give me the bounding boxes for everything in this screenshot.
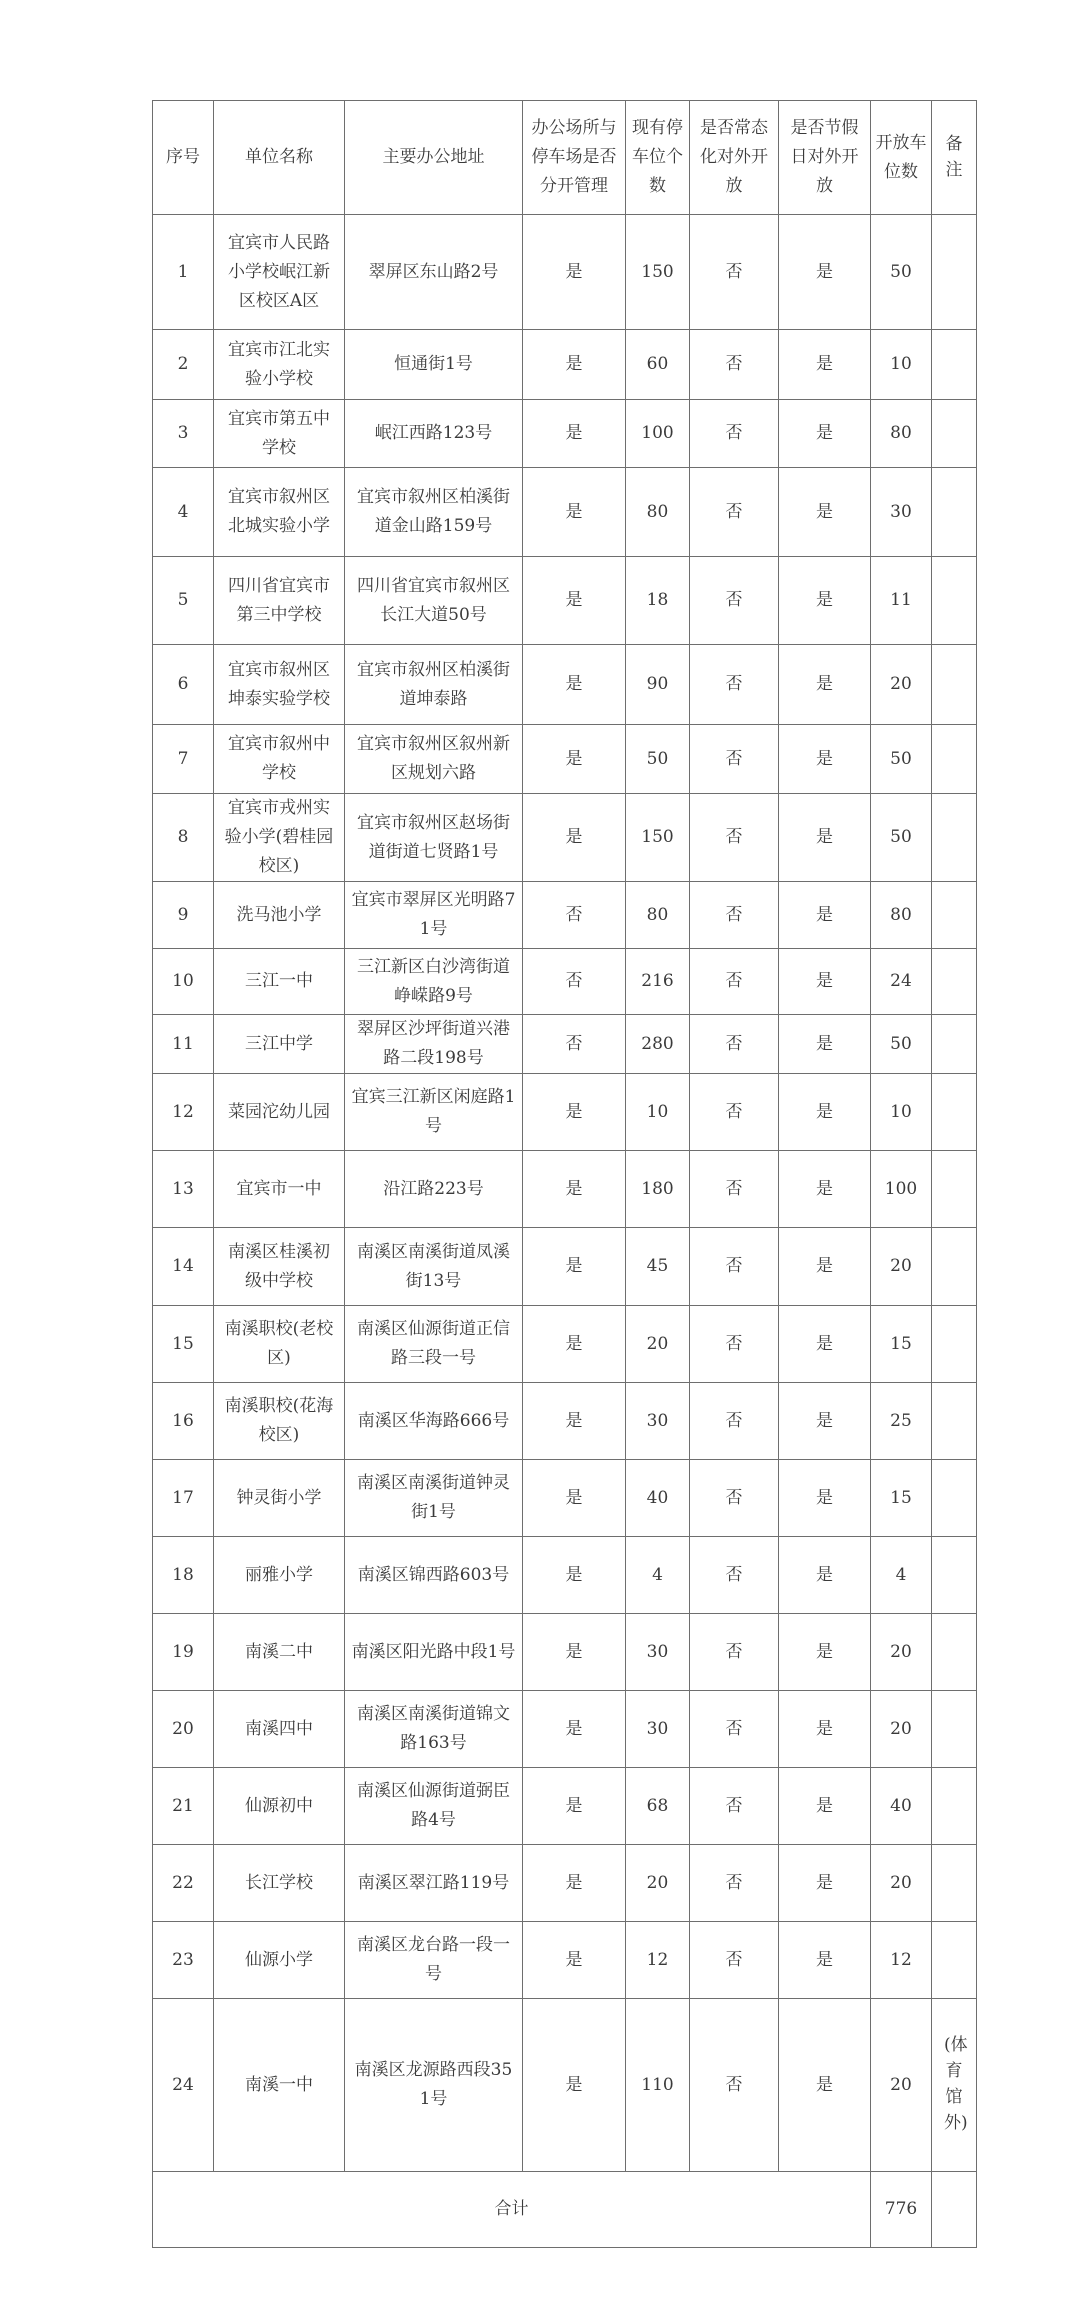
cell-open: 30 bbox=[871, 468, 932, 557]
table-row bbox=[153, 1074, 977, 1151]
cell-separate: 是 bbox=[523, 1922, 626, 1999]
cell-note bbox=[932, 882, 977, 949]
cell-holiday: 是 bbox=[779, 1768, 871, 1845]
cell-name: 长江学校 bbox=[214, 1845, 345, 1922]
table-row bbox=[153, 1999, 977, 2172]
cell-name: 宜宾市戎州实验小学(碧桂园校区) bbox=[214, 794, 345, 882]
cell-separate: 是 bbox=[523, 1614, 626, 1691]
cell-note bbox=[932, 794, 977, 882]
cell-address: 南溪区龙源路西段351号 bbox=[345, 1999, 523, 2172]
cell-spaces: 20 bbox=[626, 1845, 690, 1922]
cell-open: 20 bbox=[871, 1845, 932, 1922]
cell-no: 1 bbox=[153, 215, 214, 330]
cell-no: 7 bbox=[153, 725, 214, 794]
cell-separate: 是 bbox=[523, 1768, 626, 1845]
cell-note bbox=[932, 1922, 977, 1999]
cell-spaces: 100 bbox=[626, 400, 690, 468]
cell-regular: 否 bbox=[690, 1537, 779, 1614]
cell-separate: 是 bbox=[523, 725, 626, 794]
cell-regular: 否 bbox=[690, 1691, 779, 1768]
cell-no: 20 bbox=[153, 1691, 214, 1768]
cell-separate: 是 bbox=[523, 794, 626, 882]
cell-spaces: 216 bbox=[626, 949, 690, 1015]
header-note bbox=[932, 101, 977, 215]
cell-name: 宜宾市第五中学校 bbox=[214, 400, 345, 468]
cell-spaces: 30 bbox=[626, 1614, 690, 1691]
cell-name: 钟灵街小学 bbox=[214, 1460, 345, 1537]
cell-no: 3 bbox=[153, 400, 214, 468]
cell-note bbox=[932, 1460, 977, 1537]
cell-separate: 否 bbox=[523, 882, 626, 949]
cell-holiday: 是 bbox=[779, 949, 871, 1015]
cell-open: 20 bbox=[871, 1691, 932, 1768]
cell-address: 南溪区南溪街道凤溪街13号 bbox=[345, 1228, 523, 1306]
cell-no: 14 bbox=[153, 1228, 214, 1306]
cell-regular: 否 bbox=[690, 645, 779, 725]
header-regular: 是否常态化对外开放 bbox=[690, 101, 779, 215]
cell-spaces: 110 bbox=[626, 1999, 690, 2172]
cell-name: 宜宾市叙州区北城实验小学 bbox=[214, 468, 345, 557]
cell-spaces: 60 bbox=[626, 330, 690, 400]
table-row bbox=[153, 400, 977, 468]
cell-address: 南溪区华海路666号 bbox=[345, 1383, 523, 1460]
cell-no: 16 bbox=[153, 1383, 214, 1460]
table-row bbox=[153, 1383, 977, 1460]
table-row bbox=[153, 1768, 977, 1845]
cell-note bbox=[932, 1074, 977, 1151]
cell-no: 11 bbox=[153, 1015, 214, 1074]
cell-address: 南溪区南溪街道锦文路163号 bbox=[345, 1691, 523, 1768]
cell-address: 南溪区仙源街道正信路三段一号 bbox=[345, 1306, 523, 1383]
cell-name: 宜宾市叙州区坤泰实验学校 bbox=[214, 645, 345, 725]
total-open: 776 bbox=[871, 2172, 932, 2248]
cell-address: 宜宾市叙州区叙州新区规划六路 bbox=[345, 725, 523, 794]
cell-regular: 否 bbox=[690, 794, 779, 882]
cell-note bbox=[932, 1537, 977, 1614]
cell-holiday: 是 bbox=[779, 1845, 871, 1922]
cell-address: 三江新区白沙湾街道峥嵘路9号 bbox=[345, 949, 523, 1015]
cell-no: 6 bbox=[153, 645, 214, 725]
table-row bbox=[153, 330, 977, 400]
cell-holiday: 是 bbox=[779, 1074, 871, 1151]
table-row bbox=[153, 1691, 977, 1768]
cell-spaces: 150 bbox=[626, 215, 690, 330]
cell-address: 南溪区龙台路一段一号 bbox=[345, 1922, 523, 1999]
cell-regular: 否 bbox=[690, 1015, 779, 1074]
cell-separate: 是 bbox=[523, 1691, 626, 1768]
table-total-row bbox=[153, 2172, 977, 2248]
cell-holiday: 是 bbox=[779, 1537, 871, 1614]
cell-separate: 是 bbox=[523, 1151, 626, 1228]
table-row bbox=[153, 882, 977, 949]
cell-address: 四川省宜宾市叙州区长江大道50号 bbox=[345, 557, 523, 645]
cell-spaces: 30 bbox=[626, 1383, 690, 1460]
cell-note-text: (体育馆外) bbox=[944, 2035, 968, 2133]
table-row bbox=[153, 1460, 977, 1537]
cell-note bbox=[932, 1383, 977, 1460]
cell-spaces: 150 bbox=[626, 794, 690, 882]
cell-spaces: 18 bbox=[626, 557, 690, 645]
cell-open: 50 bbox=[871, 725, 932, 794]
cell-regular: 否 bbox=[690, 1460, 779, 1537]
table-row bbox=[153, 725, 977, 794]
table-row bbox=[153, 1306, 977, 1383]
cell-no: 19 bbox=[153, 1614, 214, 1691]
cell-no: 17 bbox=[153, 1460, 214, 1537]
cell-holiday: 是 bbox=[779, 1999, 871, 2172]
cell-open: 50 bbox=[871, 215, 932, 330]
cell-separate: 否 bbox=[523, 1015, 626, 1074]
cell-spaces: 30 bbox=[626, 1691, 690, 1768]
cell-holiday: 是 bbox=[779, 1151, 871, 1228]
table-row bbox=[153, 1614, 977, 1691]
cell-open: 20 bbox=[871, 1614, 932, 1691]
cell-holiday: 是 bbox=[779, 1614, 871, 1691]
cell-open: 4 bbox=[871, 1537, 932, 1614]
cell-no: 15 bbox=[153, 1306, 214, 1383]
table-row bbox=[153, 949, 977, 1015]
cell-name: 宜宾市叙州中学校 bbox=[214, 725, 345, 794]
cell-holiday: 是 bbox=[779, 1691, 871, 1768]
cell-regular: 否 bbox=[690, 1228, 779, 1306]
cell-spaces: 90 bbox=[626, 645, 690, 725]
cell-holiday: 是 bbox=[779, 882, 871, 949]
cell-note bbox=[932, 1845, 977, 1922]
cell-note bbox=[932, 645, 977, 725]
cell-separate: 是 bbox=[523, 1999, 626, 2172]
cell-address: 宜宾三江新区闲庭路1号 bbox=[345, 1074, 523, 1151]
header-holiday: 是否节假日对外开放 bbox=[779, 101, 871, 215]
table-row bbox=[153, 468, 977, 557]
cell-spaces: 4 bbox=[626, 1537, 690, 1614]
cell-address: 南溪区锦西路603号 bbox=[345, 1537, 523, 1614]
cell-no: 21 bbox=[153, 1768, 214, 1845]
cell-name: 菜园沱幼儿园 bbox=[214, 1074, 345, 1151]
cell-holiday: 是 bbox=[779, 215, 871, 330]
cell-regular: 否 bbox=[690, 1151, 779, 1228]
cell-open: 15 bbox=[871, 1460, 932, 1537]
cell-spaces: 280 bbox=[626, 1015, 690, 1074]
cell-open: 24 bbox=[871, 949, 932, 1015]
total-label: 合计 bbox=[153, 2172, 871, 2248]
cell-open: 10 bbox=[871, 330, 932, 400]
header-spaces: 现有停车位个数 bbox=[626, 101, 690, 215]
cell-name: 宜宾市一中 bbox=[214, 1151, 345, 1228]
cell-no: 23 bbox=[153, 1922, 214, 1999]
cell-spaces: 50 bbox=[626, 725, 690, 794]
cell-spaces: 12 bbox=[626, 1922, 690, 1999]
cell-address: 翠屏区沙坪街道兴港路二段198号 bbox=[345, 1015, 523, 1074]
table-row bbox=[153, 557, 977, 645]
cell-holiday: 是 bbox=[779, 1306, 871, 1383]
cell-regular: 否 bbox=[690, 330, 779, 400]
cell-regular: 否 bbox=[690, 1074, 779, 1151]
cell-no: 9 bbox=[153, 882, 214, 949]
cell-separate: 是 bbox=[523, 645, 626, 725]
cell-open: 25 bbox=[871, 1383, 932, 1460]
cell-open: 10 bbox=[871, 1074, 932, 1151]
table-row bbox=[153, 1537, 977, 1614]
cell-open: 12 bbox=[871, 1922, 932, 1999]
cell-note bbox=[932, 1015, 977, 1074]
cell-regular: 否 bbox=[690, 468, 779, 557]
cell-address: 宜宾市叙州区赵场街道街道七贤路1号 bbox=[345, 794, 523, 882]
cell-regular: 否 bbox=[690, 215, 779, 330]
cell-open: 11 bbox=[871, 557, 932, 645]
cell-name: 宜宾市人民路小学校岷江新区校区A区 bbox=[214, 215, 345, 330]
table-row bbox=[153, 215, 977, 330]
cell-name: 三江中学 bbox=[214, 1015, 345, 1074]
cell-note bbox=[932, 1691, 977, 1768]
cell-note bbox=[932, 1151, 977, 1228]
cell-regular: 否 bbox=[690, 725, 779, 794]
cell-name: 三江一中 bbox=[214, 949, 345, 1015]
cell-spaces: 10 bbox=[626, 1074, 690, 1151]
cell-holiday: 是 bbox=[779, 468, 871, 557]
cell-holiday: 是 bbox=[779, 557, 871, 645]
cell-name: 丽雅小学 bbox=[214, 1537, 345, 1614]
cell-no: 13 bbox=[153, 1151, 214, 1228]
cell-holiday: 是 bbox=[779, 1228, 871, 1306]
cell-note bbox=[932, 468, 977, 557]
cell-holiday: 是 bbox=[779, 1922, 871, 1999]
cell-regular: 否 bbox=[690, 882, 779, 949]
cell-holiday: 是 bbox=[779, 1383, 871, 1460]
cell-separate: 是 bbox=[523, 1845, 626, 1922]
cell-open: 20 bbox=[871, 1999, 932, 2172]
cell-holiday: 是 bbox=[779, 1460, 871, 1537]
cell-address: 宜宾市叙州区柏溪街道金山路159号 bbox=[345, 468, 523, 557]
table-row bbox=[153, 1015, 977, 1074]
cell-separate: 是 bbox=[523, 1228, 626, 1306]
cell-address: 沿江路223号 bbox=[345, 1151, 523, 1228]
cell-name: 宜宾市江北实验小学校 bbox=[214, 330, 345, 400]
cell-spaces: 20 bbox=[626, 1306, 690, 1383]
cell-separate: 是 bbox=[523, 215, 626, 330]
cell-separate: 是 bbox=[523, 1383, 626, 1460]
cell-note bbox=[932, 330, 977, 400]
cell-open: 100 bbox=[871, 1151, 932, 1228]
cell-no: 4 bbox=[153, 468, 214, 557]
table-header-row bbox=[153, 101, 977, 215]
cell-address: 宜宾市翠屏区光明路71号 bbox=[345, 882, 523, 949]
cell-note bbox=[932, 1768, 977, 1845]
header-open: 开放车位数 bbox=[871, 101, 932, 215]
header-name: 单位名称 bbox=[214, 101, 345, 215]
cell-address: 南溪区仙源街道弼臣路4号 bbox=[345, 1768, 523, 1845]
cell-separate: 是 bbox=[523, 468, 626, 557]
cell-spaces: 80 bbox=[626, 468, 690, 557]
cell-no: 2 bbox=[153, 330, 214, 400]
parking-table bbox=[152, 100, 977, 2248]
total-note bbox=[932, 2172, 977, 2248]
cell-regular: 否 bbox=[690, 1999, 779, 2172]
cell-regular: 否 bbox=[690, 1306, 779, 1383]
cell-name: 仙源小学 bbox=[214, 1922, 345, 1999]
header-separate: 办公场所与停车场是否分开管理 bbox=[523, 101, 626, 215]
cell-address: 翠屏区东山路2号 bbox=[345, 215, 523, 330]
cell-spaces: 45 bbox=[626, 1228, 690, 1306]
cell-separate: 是 bbox=[523, 400, 626, 468]
cell-separate: 是 bbox=[523, 1306, 626, 1383]
cell-name: 南溪职校(花海校区) bbox=[214, 1383, 345, 1460]
cell-spaces: 40 bbox=[626, 1460, 690, 1537]
cell-regular: 否 bbox=[690, 1768, 779, 1845]
cell-holiday: 是 bbox=[779, 400, 871, 468]
cell-separate: 是 bbox=[523, 330, 626, 400]
cell-note bbox=[932, 949, 977, 1015]
cell-regular: 否 bbox=[690, 1922, 779, 1999]
cell-name: 南溪区桂溪初级中学校 bbox=[214, 1228, 345, 1306]
cell-note bbox=[932, 557, 977, 645]
table-body bbox=[153, 215, 977, 2172]
cell-open: 20 bbox=[871, 645, 932, 725]
cell-separate: 是 bbox=[523, 557, 626, 645]
table-row bbox=[153, 794, 977, 882]
cell-open: 80 bbox=[871, 882, 932, 949]
cell-name: 南溪职校(老校区) bbox=[214, 1306, 345, 1383]
cell-address: 岷江西路123号 bbox=[345, 400, 523, 468]
table-row bbox=[153, 1845, 977, 1922]
cell-separate: 是 bbox=[523, 1537, 626, 1614]
cell-open: 80 bbox=[871, 400, 932, 468]
cell-address: 南溪区南溪街道钟灵街1号 bbox=[345, 1460, 523, 1537]
cell-separate: 是 bbox=[523, 1074, 626, 1151]
cell-separate: 否 bbox=[523, 949, 626, 1015]
cell-regular: 否 bbox=[690, 1614, 779, 1691]
cell-spaces: 68 bbox=[626, 1768, 690, 1845]
cell-note bbox=[932, 1228, 977, 1306]
cell-no: 24 bbox=[153, 1999, 214, 2172]
table-row bbox=[153, 645, 977, 725]
cell-regular: 否 bbox=[690, 400, 779, 468]
cell-open: 20 bbox=[871, 1228, 932, 1306]
cell-name: 仙源初中 bbox=[214, 1768, 345, 1845]
cell-holiday: 是 bbox=[779, 1015, 871, 1074]
cell-open: 50 bbox=[871, 794, 932, 882]
header-address: 主要办公地址 bbox=[345, 101, 523, 215]
cell-note bbox=[932, 400, 977, 468]
cell-note bbox=[932, 725, 977, 794]
cell-address: 宜宾市叙州区柏溪街道坤泰路 bbox=[345, 645, 523, 725]
cell-holiday: 是 bbox=[779, 725, 871, 794]
cell-regular: 否 bbox=[690, 557, 779, 645]
cell-note bbox=[932, 215, 977, 330]
cell-address: 南溪区阳光路中段1号 bbox=[345, 1614, 523, 1691]
cell-address: 恒通街1号 bbox=[345, 330, 523, 400]
cell-holiday: 是 bbox=[779, 645, 871, 725]
cell-name: 南溪一中 bbox=[214, 1999, 345, 2172]
cell-no: 5 bbox=[153, 557, 214, 645]
cell-address: 南溪区翠江路119号 bbox=[345, 1845, 523, 1922]
cell-no: 18 bbox=[153, 1537, 214, 1614]
cell-regular: 否 bbox=[690, 949, 779, 1015]
table-row bbox=[153, 1228, 977, 1306]
cell-open: 15 bbox=[871, 1306, 932, 1383]
cell-holiday: 是 bbox=[779, 794, 871, 882]
cell-note bbox=[932, 1614, 977, 1691]
cell-note bbox=[932, 1306, 977, 1383]
cell-name: 洗马池小学 bbox=[214, 882, 345, 949]
cell-no: 8 bbox=[153, 794, 214, 882]
cell-no: 12 bbox=[153, 1074, 214, 1151]
table-row bbox=[153, 1922, 977, 1999]
cell-name: 南溪四中 bbox=[214, 1691, 345, 1768]
header-no: 序号 bbox=[153, 101, 214, 215]
cell-note bbox=[932, 1999, 977, 2172]
cell-name: 南溪二中 bbox=[214, 1614, 345, 1691]
cell-spaces: 180 bbox=[626, 1151, 690, 1228]
cell-name: 四川省宜宾市第三中学校 bbox=[214, 557, 345, 645]
cell-open: 50 bbox=[871, 1015, 932, 1074]
cell-separate: 是 bbox=[523, 1460, 626, 1537]
cell-holiday: 是 bbox=[779, 330, 871, 400]
table-row bbox=[153, 1151, 977, 1228]
cell-no: 22 bbox=[153, 1845, 214, 1922]
header-note-text: 备注 bbox=[945, 133, 963, 180]
cell-regular: 否 bbox=[690, 1845, 779, 1922]
cell-open: 40 bbox=[871, 1768, 932, 1845]
cell-regular: 否 bbox=[690, 1383, 779, 1460]
cell-no: 10 bbox=[153, 949, 214, 1015]
cell-spaces: 80 bbox=[626, 882, 690, 949]
